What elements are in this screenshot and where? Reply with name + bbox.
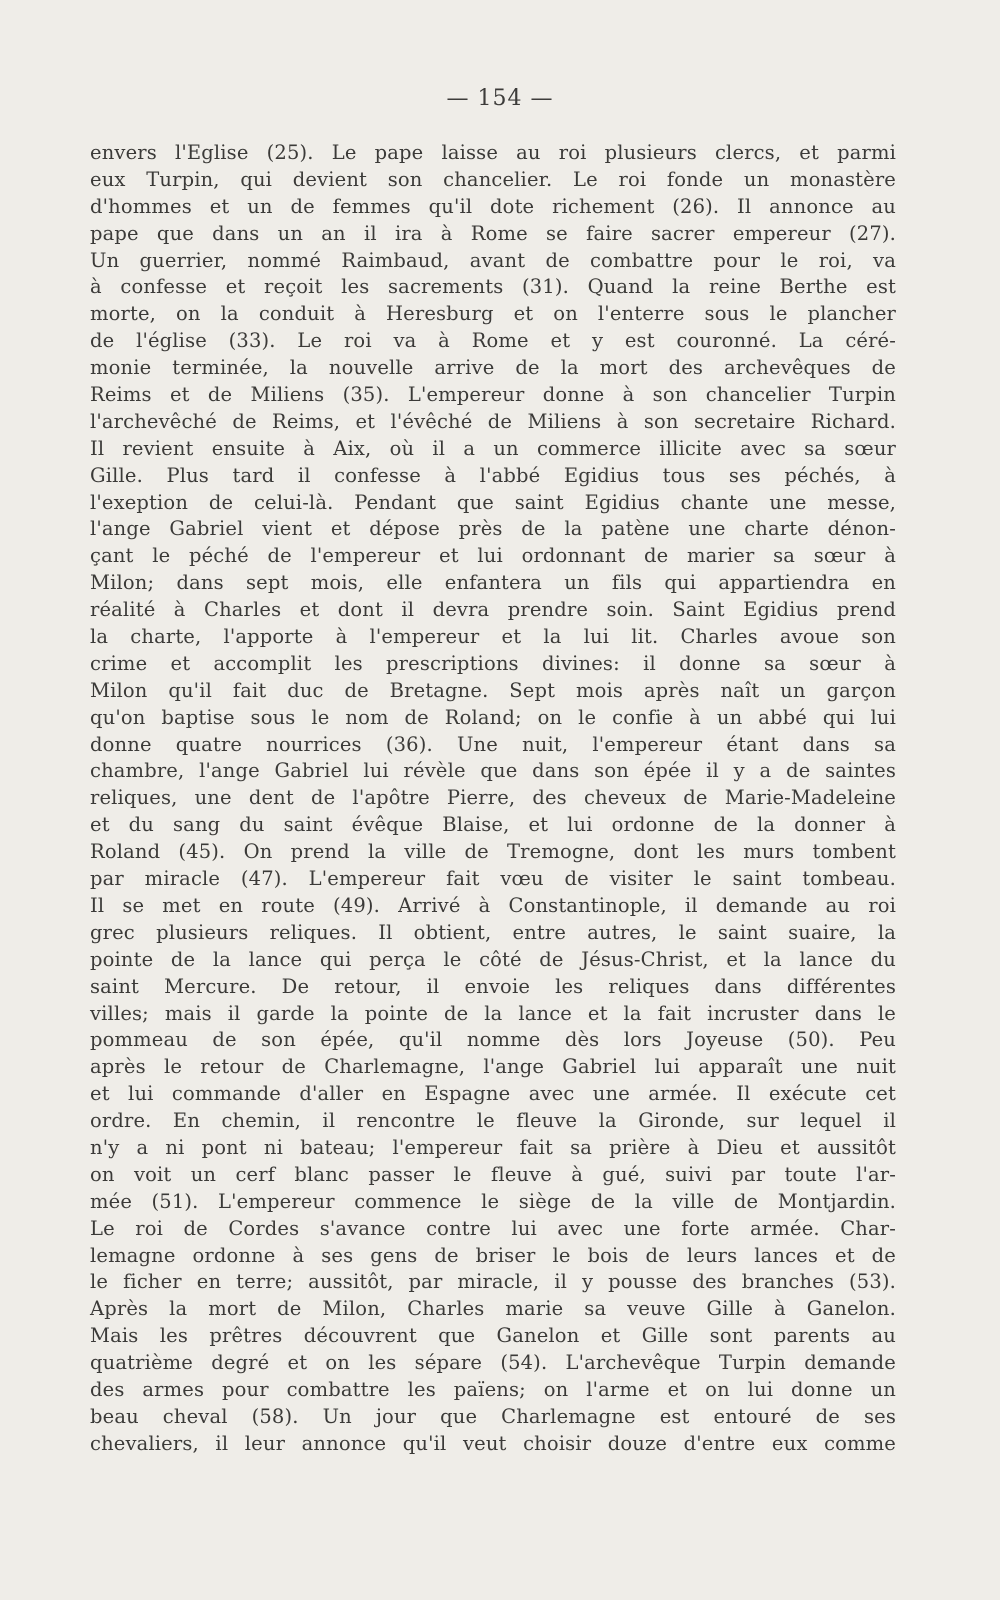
text-line: villes; mais il garde la pointe de la lance et la fait incruster dans le [90, 1001, 896, 1025]
text-line: quatrième degré et on les sépare (54). L'archevêque Turpin demande [90, 1351, 896, 1375]
text-line: mée (51). L'empereur commence le siège de la ville de Montjardin. [90, 1189, 896, 1213]
text-line: Milon; dans sept mois, elle enfantera un fils qui appartiendra en [90, 571, 896, 595]
text-line: Après la mort de Milon, Charles marie sa veuve Gille à Ganelon. [90, 1297, 896, 1321]
text-line: l'archevêché de Reims, et l'évêché de Miliens à son secretaire Richard. [90, 409, 896, 433]
text-line: reliques, une dent de l'apôtre Pierre, des cheveux de Marie-Madeleine [90, 786, 896, 810]
text-line: chevaliers, il leur annonce qu'il veut choisir douze d'entre eux comme [90, 1431, 896, 1455]
body-text [90, 140, 896, 1458]
text-line: après le retour de Charlemagne, l'ange Gabriel lui apparaît une nuit [90, 1055, 896, 1079]
text-line: de l'église (33). Le roi va à Rome et y est couronné. La céré- [90, 329, 896, 353]
text-line: à confesse et reçoit les sacrements (31). Quand la reine Berthe est [90, 275, 896, 299]
text-line: le ficher en terre; aussitôt, par miracle, il y pousse des branches (53). [90, 1270, 896, 1294]
text-line: grec plusieurs reliques. Il obtient, entre autres, le saint suaire, la [90, 920, 896, 944]
text-line: donne quatre nourrices (36). Une nuit, l'empereur étant dans sa [90, 732, 896, 756]
text-line: Reims et de Miliens (35). L'empereur donne à son chancelier Turpin [90, 383, 896, 407]
text-line: par miracle (47). L'empereur fait vœu de visiter le saint tombeau. [90, 867, 896, 891]
text-line: pommeau de son épée, qu'il nomme dès lors Joyeuse (50). Peu [90, 1028, 896, 1052]
text-line: morte, on la conduit à Heresburg et on l'enterre sous le plancher [90, 302, 896, 326]
text-line: des armes pour combattre les païens; on l'arme et on lui donne un [90, 1377, 896, 1401]
text-line: Mais les prêtres découvrent que Ganelon et Gille sont parents au [90, 1324, 896, 1348]
text-line: Milon qu'il fait duc de Bretagne. Sept mois après naît un garçon [90, 678, 896, 702]
text-line: Il revient ensuite à Aix, où il a un commerce illicite avec sa sœur [90, 436, 896, 460]
text-line: Le roi de Cordes s'avance contre lui avec une forte armée. Char- [90, 1216, 896, 1240]
text-line: et lui commande d'aller en Espagne avec une armée. Il exécute cet [90, 1082, 896, 1106]
text-line: pointe de la lance qui perça le côté de Jésus-Christ, et la lance du [90, 947, 896, 971]
text-line: envers l'Eglise (25). Le pape laisse au roi plusieurs clercs, et parmi [90, 141, 896, 164]
text-line: n'y a ni pont ni bateau; l'empereur fait sa prière à Dieu et aussitôt [90, 1135, 896, 1159]
text-line: monie terminée, la nouvelle arrive de la mort des archevêques de [90, 356, 896, 380]
text-line: crime et accomplit les prescriptions divines: il donne sa sœur à [90, 651, 896, 675]
text-line: réalité à Charles et dont il devra prendre soin. Saint Egidius prend [90, 598, 896, 622]
text-line: çant le péché de l'empereur et lui ordonnant de marier sa sœur à [90, 544, 896, 568]
text-line: Roland (45). On prend la ville de Tremogne, dont les murs tombent [90, 840, 896, 864]
text-line: d'hommes et un de femmes qu'il dote richement (26). Il annonce au [90, 194, 896, 218]
text-line: pape que dans un an il ira à Rome se faire sacrer empereur (27). [90, 221, 896, 245]
text-line: l'ange Gabriel vient et dépose près de la patène une charte dénon- [90, 517, 896, 541]
text-line: on voit un cerf blanc passer le fleuve à gué, suivi par toute l'ar- [90, 1162, 896, 1186]
text-line: beau cheval (58). Un jour que Charlemagne est entouré de ses [90, 1404, 896, 1428]
text-line: saint Mercure. De retour, il envoie les reliques dans différentes [90, 974, 896, 998]
text-line: eux Turpin, qui devient son chancelier. Le roi fonde un monastère [90, 167, 896, 191]
text-line: lemagne ordonne à ses gens de briser le bois de leurs lances et de [90, 1243, 896, 1267]
text-line: Un guerrier, nommé Raimbaud, avant de combattre pour le roi, va [90, 248, 896, 272]
text-line: l'exeption de celui-là. Pendant que saint Egidius chante une messe, [90, 490, 896, 514]
text-line: Il se met en route (49). Arrivé à Constantinople, il demande au roi [90, 893, 896, 917]
text-line: et du sang du saint évêque Blaise, et lui ordonne de la donner à [90, 813, 896, 837]
text-line: qu'on baptise sous le nom de Roland; on le confie à un abbé qui lui [90, 705, 896, 729]
page-number: — 154 — [446, 86, 554, 111]
text-line: chambre, l'ange Gabriel lui révèle que dans son épée il y a de saintes [90, 759, 896, 783]
text-line: ordre. En chemin, il rencontre le fleuve la Gironde, sur lequel il [90, 1109, 896, 1133]
text-line: la charte, l'apporte à l'empereur et la lui lit. Charles avoue son [90, 625, 896, 649]
text-line: Gille. Plus tard il confesse à l'abbé Egidius tous ses péchés, à [90, 463, 896, 487]
